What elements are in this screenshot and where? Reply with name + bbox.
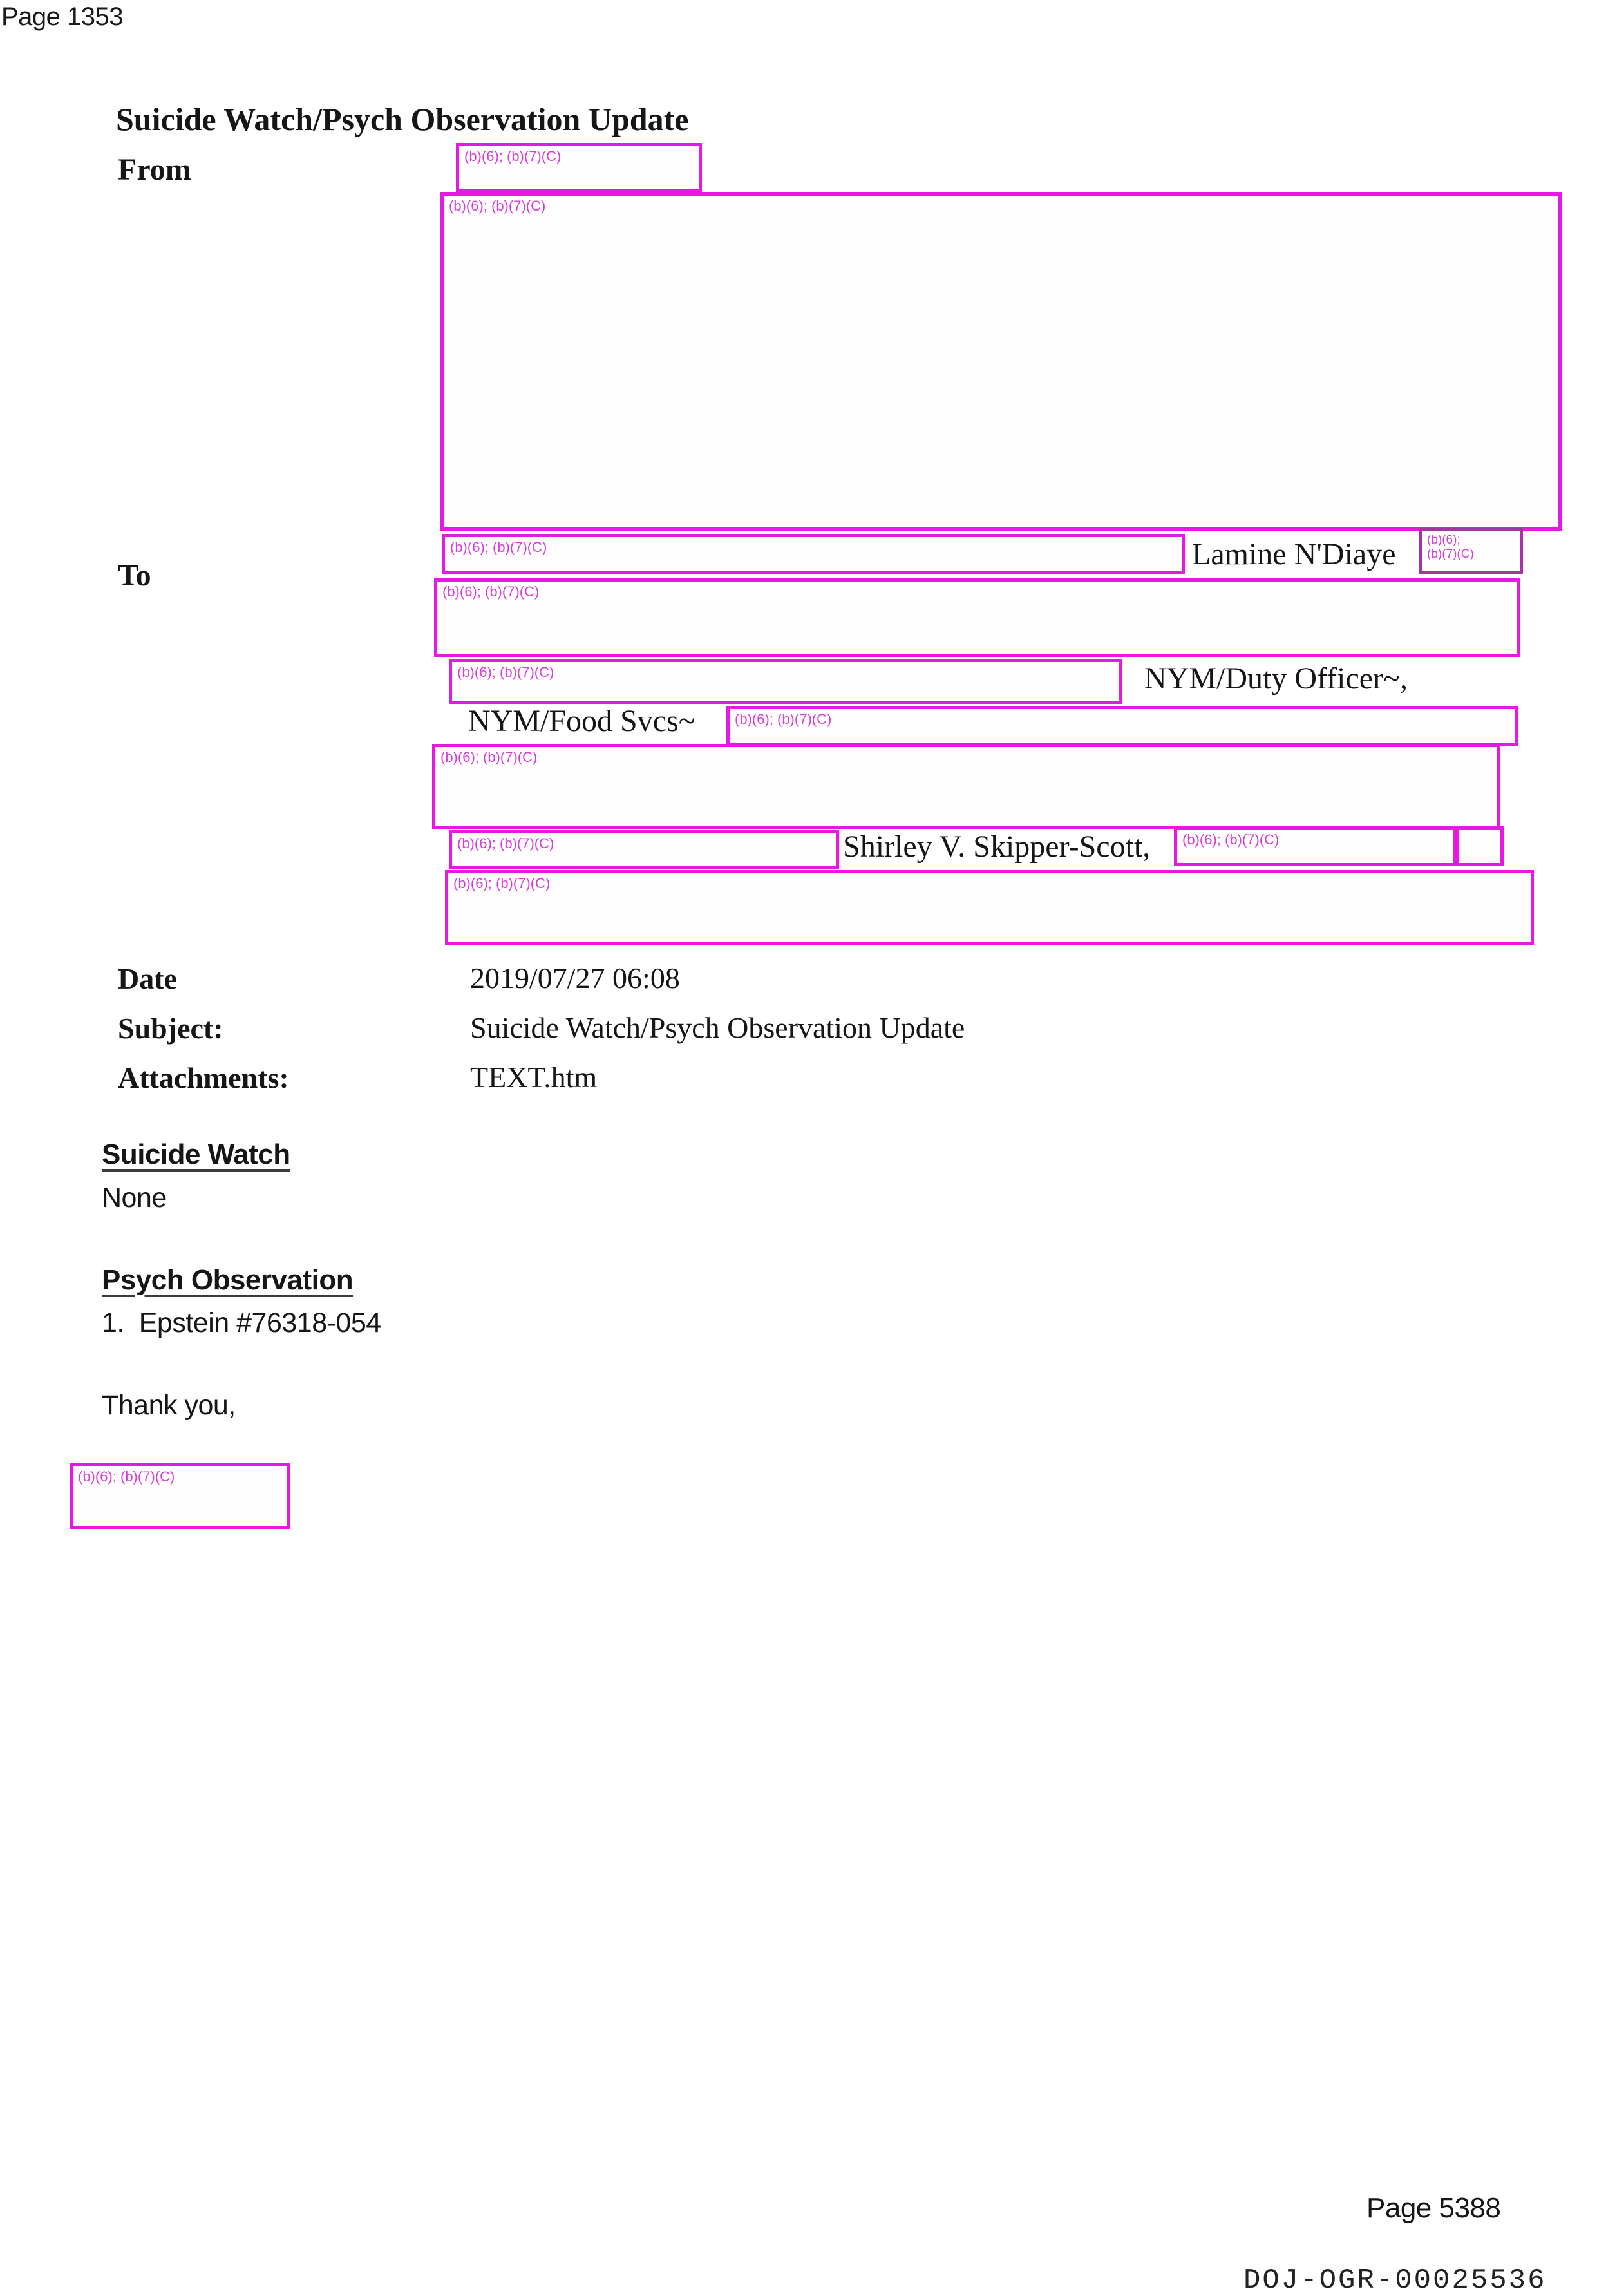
redaction-box-to-7 bbox=[449, 830, 839, 869]
redaction-label: (b)(6); (b)(7)(C) bbox=[440, 749, 538, 765]
redaction-label: (b)(6); (b)(7)(C) bbox=[442, 583, 540, 600]
date-label: Date bbox=[118, 962, 177, 995]
redaction-box-to-2 bbox=[1419, 528, 1523, 574]
redaction-box-to-3 bbox=[434, 578, 1520, 657]
from-label: From bbox=[118, 153, 191, 187]
redaction-label: (b)(6); (b)(7)(C) bbox=[464, 148, 562, 164]
recipient-name-4: Shirley V. Skipper-Scott, bbox=[843, 830, 1151, 864]
redaction-box-to-10 bbox=[445, 870, 1534, 945]
redaction-label: (b)(6); (b)(7)(C) bbox=[1182, 831, 1280, 848]
email-title: Suicide Watch/Psych Observation Update bbox=[116, 101, 689, 137]
redaction-label-line2: (b)(7)(C) bbox=[1427, 547, 1474, 561]
psych-observation-item: 1. Epstein #76318-054 bbox=[102, 1307, 381, 1338]
redaction-box-from-address bbox=[440, 192, 1562, 531]
date-value: 2019/07/27 06:08 bbox=[470, 962, 680, 994]
redaction-label: (b)(6); (b)(7)(C) bbox=[453, 875, 551, 891]
redaction-label: (b)(6); (b)(7)(C) bbox=[457, 664, 554, 680]
redaction-label: (b)(6); (b)(7)(C) bbox=[457, 835, 554, 851]
attachments-value: TEXT.htm bbox=[470, 1061, 598, 1094]
redaction-box-to-1 bbox=[442, 534, 1185, 574]
suicide-watch-text: None bbox=[102, 1182, 167, 1213]
redaction-box-to-6 bbox=[432, 744, 1500, 829]
redaction-label-line1: (b)(6); bbox=[1427, 533, 1460, 547]
footer-page-number: Page 5388 bbox=[1366, 2192, 1501, 2224]
redaction-label: (b)(6); (b)(7)(C) bbox=[449, 198, 546, 214]
subject-label: Subject: bbox=[118, 1012, 223, 1045]
closing-text: Thank you, bbox=[102, 1390, 236, 1421]
subject-value: Suicide Watch/Psych Observation Update bbox=[470, 1011, 965, 1044]
redaction-label: (b)(6); (b)(7)(C) bbox=[735, 711, 832, 727]
recipient-name-2: NYM/Duty Officer~, bbox=[1144, 661, 1408, 696]
attachments-label: Attachments: bbox=[118, 1061, 289, 1094]
recipient-name-3: NYM/Food Svcs~ bbox=[468, 704, 695, 738]
redaction-box-to-9 bbox=[1456, 826, 1504, 866]
recipient-name-1: Lamine N'Diaye bbox=[1192, 537, 1396, 571]
redaction-label: (b)(6); (b)(7)(C) bbox=[450, 539, 547, 555]
redaction-box-to-5 bbox=[726, 706, 1518, 746]
redaction-label bbox=[1422, 531, 1520, 562]
bates-number: DOJ-OGR-00025536 bbox=[1243, 2264, 1547, 2296]
corner-page-number: Page 1353 bbox=[1, 3, 124, 31]
redaction-box-signature bbox=[70, 1463, 290, 1529]
redaction-box-to-4 bbox=[449, 659, 1122, 704]
redaction-label: (b)(6); (b)(7)(C) bbox=[78, 1468, 175, 1485]
psych-observation-heading: Psych Observation bbox=[102, 1264, 354, 1296]
suicide-watch-heading: Suicide Watch bbox=[102, 1139, 290, 1170]
redaction-box-to-8 bbox=[1174, 826, 1456, 866]
redaction-box-from bbox=[456, 143, 702, 192]
to-label: To bbox=[118, 558, 151, 593]
